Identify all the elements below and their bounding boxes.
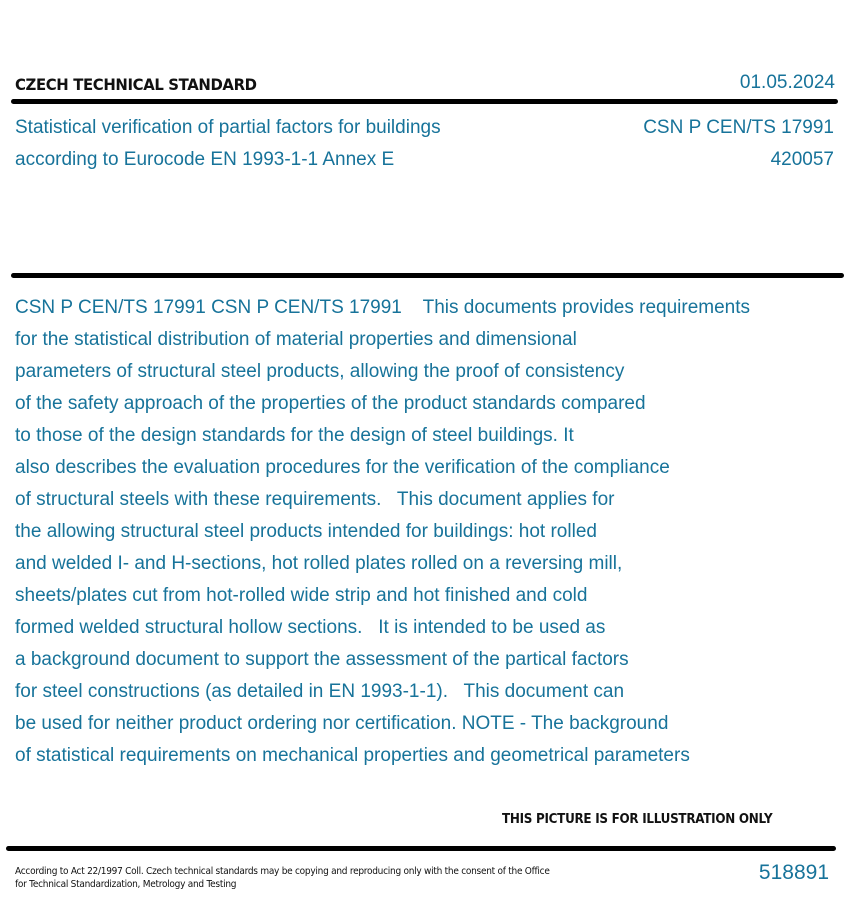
legal-notice-line-1: According to Act 22/1997 Coll. Czech technical standards may be copying and reproducing only with the consent of the Office <box>15 866 550 877</box>
abstract-line: of the safety approach of the properties of the product standards compared <box>15 393 646 414</box>
abstract-line: and welded I- and H-sections, hot rolled plates rolled on a reversing mill, <box>15 553 623 574</box>
classification-number: 420057 <box>770 149 834 170</box>
standard-type-label: CZECH TECHNICAL STANDARD <box>15 75 257 94</box>
abstract-line: for the statistical distribution of material properties and dimensional <box>15 329 577 350</box>
abstract-line: to those of the design standards for the design of steel buildings. It <box>15 425 574 446</box>
abstract-line: of structural steels with these requirements. This document applies for <box>15 489 615 510</box>
abstract-line: parameters of structural steel products, allowing the proof of consistency <box>15 361 625 382</box>
abstract-line: be used for neither product ordering nor certification. NOTE - The background <box>15 713 669 734</box>
abstract-line: of statistical requirements on mechanical properties and geometrical parameters <box>15 745 690 766</box>
legal-notice <box>15 865 550 891</box>
abstract-line: for steel constructions (as detailed in EN 1993-1-1). This document can <box>15 681 625 702</box>
standard-code: CSN P CEN/TS 17991 <box>643 117 834 138</box>
document-number: 518891 <box>758 861 829 884</box>
standard-title-line-2: according to Eurocode EN 1993-1-1 Annex E <box>15 149 395 170</box>
abstract-line: a background document to support the assessment of the partical factors <box>15 649 629 670</box>
publication-date: 01.05.2024 <box>739 72 835 93</box>
abstract-line: formed welded structural hollow sections. It is intended to be used as <box>15 617 606 638</box>
title-divider <box>11 273 844 278</box>
header-divider <box>11 99 838 104</box>
abstract-text <box>15 292 865 772</box>
abstract-line: sheets/plates cut from hot-rolled wide strip and hot finished and cold <box>15 585 588 606</box>
footer-divider <box>6 846 836 851</box>
illustration-disclaimer: THIS PICTURE IS FOR ILLUSTRATION ONLY <box>502 812 773 827</box>
abstract-line: also describes the evaluation procedures for the verification of the compliance <box>15 457 670 478</box>
standard-title-line-1: Statistical verification of partial factors for buildings <box>15 117 441 138</box>
legal-notice-line-2: for Technical Standardization, Metrology and Testing <box>15 879 237 890</box>
abstract-line: CSN P CEN/TS 17991 CSN P CEN/TS 17991 This documents provides requirements <box>15 297 750 318</box>
abstract-line: the allowing structural steel products intended for buildings: hot rolled <box>15 521 597 542</box>
